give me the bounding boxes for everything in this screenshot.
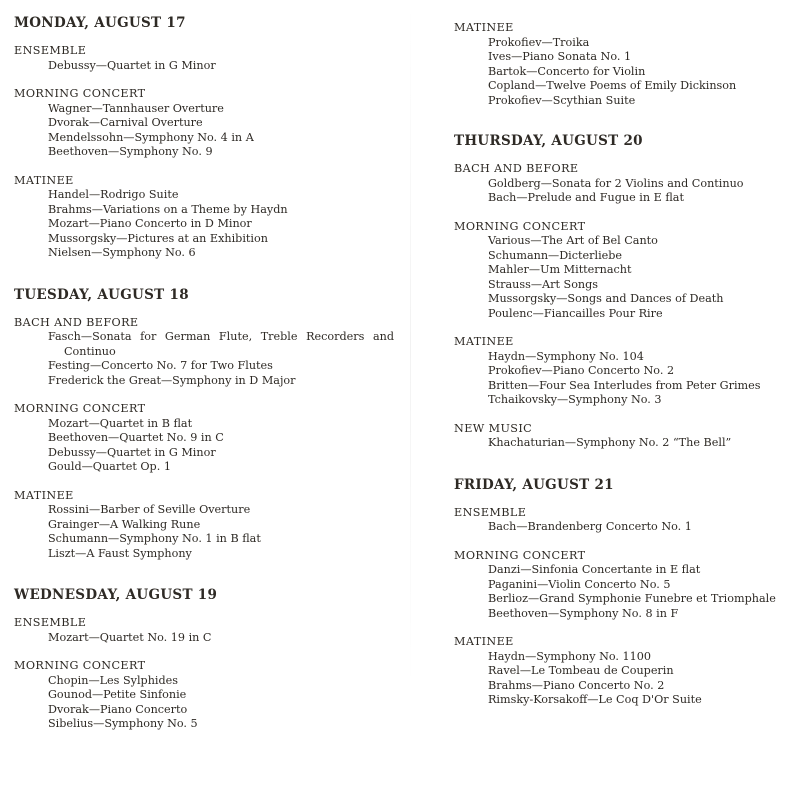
section-head: BACH AND BEFORE [14, 315, 139, 329]
program-item: Mussorgsky—Pictures at an Exhibition [48, 231, 268, 245]
section-head: BACH AND BEFORE [454, 162, 579, 175]
section-bach-and-before [454, 162, 794, 206]
section-head: MORNING CONCERT [14, 87, 146, 100]
section-morning-concert [454, 549, 794, 622]
program-item: Various—The Art of Bel Canto [488, 234, 658, 247]
program-item-line: Fasch—Sonata for German Flute, Treble Recorders and [48, 330, 394, 343]
page-spine [410, 0, 411, 690]
section-head: MATINEE [14, 173, 74, 187]
section-head: MORNING CONCERT [14, 659, 146, 672]
program-item: Mozart—Piano Concerto in D Minor [48, 217, 252, 230]
program-item: Haydn—Symphony No. 1100 [488, 649, 651, 663]
program-item: Dvorak—Carnival Overture [48, 116, 203, 129]
program-item: Goldberg—Sonata for 2 Violins and Continuo [488, 176, 744, 190]
program-item: Paganini—Violin Concerto No. 5 [488, 577, 671, 591]
program-item: Prokofiev—Scythian Suite [488, 93, 636, 107]
section-matinee [454, 635, 794, 708]
program-item: Beethoven—Symphony No. 8 in F [488, 606, 679, 620]
program-item: Beethoven—Symphony No. 9 [48, 145, 213, 158]
day-title-monday: MONDAY, AUGUST 17 [14, 15, 186, 31]
program-item: Mozart—Quartet No. 19 in C [48, 630, 212, 644]
section-morning-concert [14, 659, 394, 732]
section-ensemble [14, 44, 394, 73]
section-head: MATINEE [454, 335, 514, 348]
left-column [14, 0, 394, 732]
section-morning-concert [14, 402, 394, 475]
program-item: Khachaturian—Symphony No. 2 “The Bell” [488, 436, 732, 449]
program-item: Frederick the Great—Symphony in D Major [48, 373, 296, 387]
section-head: MORNING CONCERT [454, 219, 586, 233]
program-item: Wagner—Tannhauser Overture [48, 101, 224, 115]
section-bach-and-before [14, 316, 394, 389]
program-item: Prokofiev—Troika [488, 35, 590, 49]
section-head: ENSEMBLE [14, 616, 87, 629]
program-item: Prokofiev—Piano Concerto No. 2 [488, 364, 675, 377]
day-title-tuesday: TUESDAY, AUGUST 18 [14, 286, 189, 303]
program-item: Chopin—Les Sylphides [48, 673, 179, 687]
program-item: Poulenc—Fiancailles Pour Rire [488, 306, 663, 320]
day-title-friday: FRIDAY, AUGUST 21 [454, 476, 614, 493]
program-item: Grainger—A Walking Rune [48, 517, 201, 531]
program-item: Strauss—Art Songs [488, 277, 599, 291]
program-item: Nielsen—Symphony No. 6 [48, 246, 196, 259]
section-head: MORNING CONCERT [454, 548, 586, 562]
program-item: Gounod—Petite Sinfonie [48, 688, 187, 701]
program-item: Liszt—A Faust Symphony [48, 546, 192, 560]
section-morning-concert [14, 87, 394, 160]
program-item: Debussy—Quartet in G Minor [48, 58, 216, 72]
program-item: Mahler—Um Mitternacht [488, 263, 632, 276]
program-item: Ives—Piano Sonata No. 1 [488, 50, 632, 63]
program-item: Copland—Twelve Poems of Emily Dickinson [488, 79, 737, 92]
program-item: Bartok—Concerto for Violin [488, 64, 646, 78]
section-matinee [454, 335, 794, 408]
program-item: Ravel—Le Tombeau de Couperin [488, 664, 674, 677]
program-item: Gould—Quartet Op. 1 [48, 460, 171, 473]
section-matinee [14, 174, 394, 261]
program-item: Britten—Four Sea Interludes from Peter Grimes [488, 378, 761, 392]
section-head: MATINEE [454, 21, 514, 34]
program-item: Bach—Brandenberg Concerto No. 1 [488, 520, 692, 533]
program-item: Rimsky-Korsakoff—Le Coq D'Or Suite [488, 693, 702, 706]
section-matinee [14, 489, 394, 562]
program-item: Mussorgsky—Songs and Dances of Death [488, 292, 724, 305]
program-item: Danzi—Sinfonia Concertante in E flat [488, 563, 701, 576]
program-item: Dvorak—Piano Concerto [48, 702, 188, 716]
section-head: NEW MUSIC [454, 421, 533, 435]
program-item [14, 330, 394, 359]
day-title-thursday: THURSDAY, AUGUST 20 [454, 133, 643, 149]
section-head: MORNING CONCERT [14, 402, 146, 415]
program-item: Berlioz—Grand Symphonie Funebre et Triomphale [488, 592, 776, 605]
program-item-continuation: Continuo [64, 344, 116, 358]
section-morning-concert [454, 220, 794, 322]
program-item: Mozart—Quartet in B flat [48, 416, 193, 430]
right-column [454, 0, 794, 708]
program-item: Handel—Rodrigo Suite [48, 188, 179, 201]
program-item: Sibelius—Symphony No. 5 [48, 717, 198, 730]
program-item: Festing—Concerto No. 7 for Two Flutes [48, 359, 273, 372]
program-item: Brahms—Piano Concerto No. 2 [488, 678, 665, 692]
program-item: Brahms—Variations on a Theme by Haydn [48, 202, 288, 216]
program-item: Schumann—Symphony No. 1 in B flat [48, 532, 261, 545]
section-head: ENSEMBLE [454, 505, 527, 519]
program-item: Bach—Prelude and Fugue in E flat [488, 191, 684, 204]
section-matinee [454, 21, 794, 108]
section-head: MATINEE [454, 635, 514, 648]
program-item: Beethoven—Quartet No. 9 in C [48, 431, 224, 444]
section-head: MATINEE [14, 488, 74, 502]
program-item: Haydn—Symphony No. 104 [488, 349, 644, 363]
program-item: Tchaikovsky—Symphony No. 3 [488, 393, 662, 406]
program-item: Rossini—Barber of Seville Overture [48, 503, 251, 516]
section-ensemble [14, 616, 394, 645]
section-head: ENSEMBLE [14, 44, 87, 57]
program-item: Debussy—Quartet in G Minor [48, 445, 216, 459]
section-ensemble [454, 506, 794, 535]
section-new-music [454, 422, 794, 451]
program-item: Mendelssohn—Symphony No. 4 in A [48, 130, 254, 144]
program-item: Schumann—Dicterliebe [488, 248, 623, 262]
day-title-wednesday: WEDNESDAY, AUGUST 19 [14, 587, 218, 603]
